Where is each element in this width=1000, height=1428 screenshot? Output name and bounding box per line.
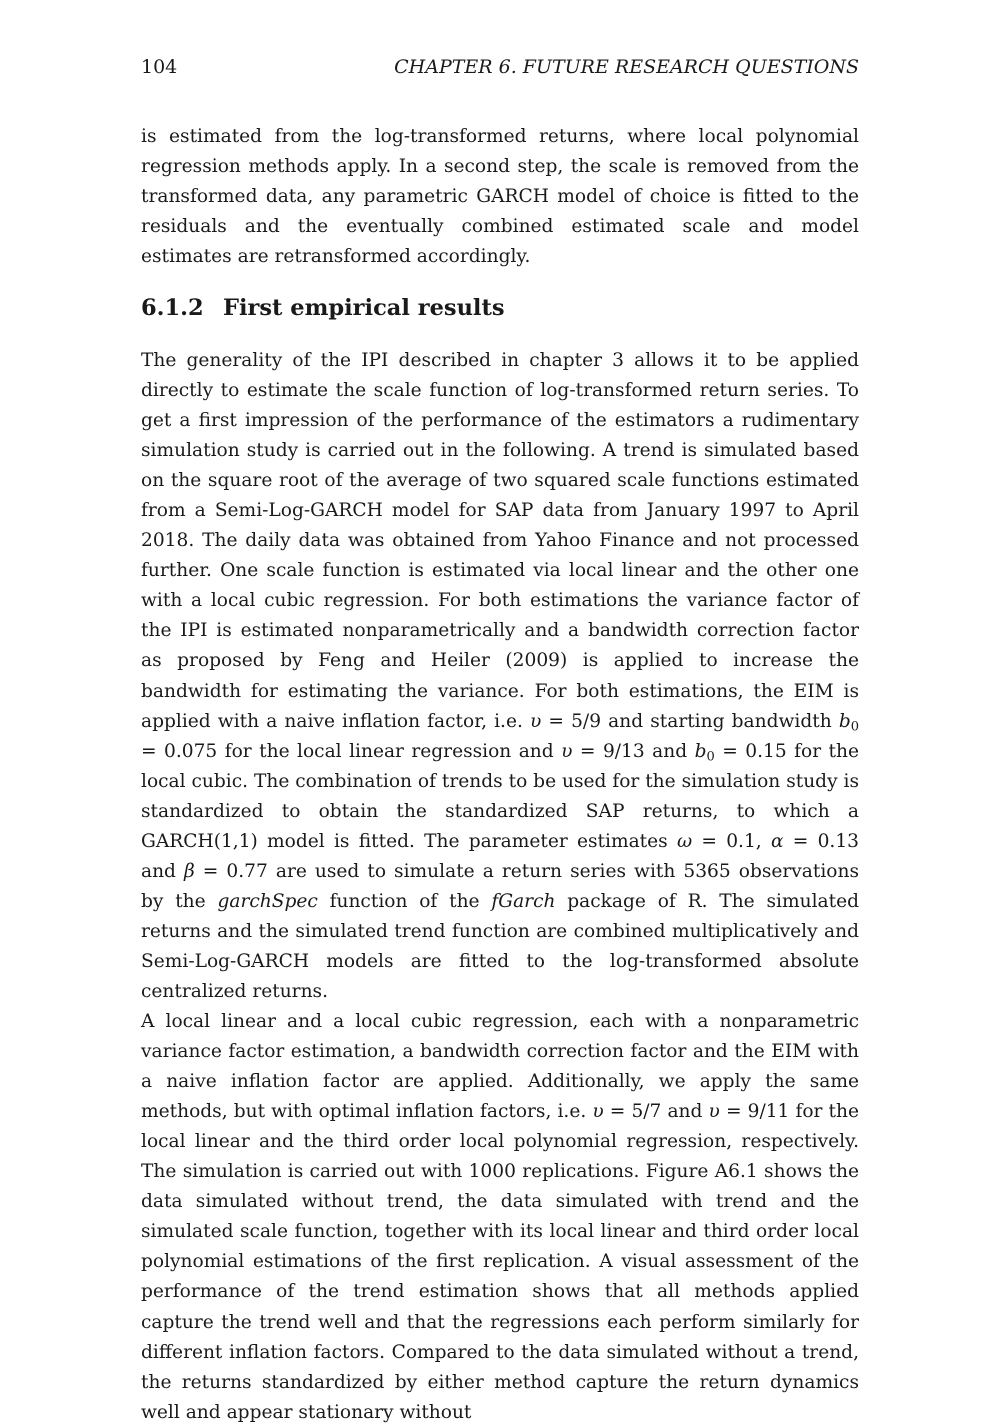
math-alpha: α bbox=[770, 830, 784, 852]
page-header bbox=[141, 56, 859, 82]
paragraph-2: A local linear and a local cubic regression, each with a nonparametric variance factor estimation, a bandwidth correction factor and the EIM with a naive inflation factor are applied. Additionally, we apply the same methods, but with optimal inflation factors, i.e. υ = 5/7 and υ = 9/11 for the local linear and the third order local polynomial regression, respectively. The simulation is carried out with 1000 replications. Figure A6.1 shows the data simulated without trend, the data simulated with trend and the simulated scale function, together with its local linear and third order local polynomial estimations of the first replication. A visual assessment of the performance of the trend estimation shows that all methods applied capture the trend well and that the regressions each perform similarly for different inflation factors. Compared to the data simulated without a trend, the returns standardized by either method capture the return dynamics well and appear stationary without bbox=[141, 1011, 859, 1423]
intro-paragraph: is estimated from the log-transformed returns, where local polynomial regression methods apply. In a second step, the scale is removed from the transformed data, any parametric GARCH model of choice is fitted to the residuals and the eventually combined estimated scale and model estimates are retransformed accordingly. bbox=[141, 126, 859, 268]
math-beta: β bbox=[184, 860, 195, 882]
math-upsilon: υ bbox=[529, 710, 542, 732]
package-name-fgarch: fGarch bbox=[491, 890, 556, 912]
math-omega: ω bbox=[676, 830, 693, 852]
page-number: 104 bbox=[141, 56, 178, 78]
math-b0: b bbox=[694, 740, 707, 762]
paragraph-1: The generality of the IPI described in chapter 3 allows it to be applied directly to estimate the scale function of log-transformed return series. To get a first impression of the performance of the estimators a rudimentary simulation study is carried out in the following. A trend is simulated based on the square root of the average of two squared scale functions estimated from a Semi-Log-GARCH model for SAP data from January 1997 to April 2018. The daily data was obtained from Yahoo Finance and not processed further. One scale function is estimated via local linear and the other one with a local cubic regression. For both estimations the variance factor of the IPI is estimated nonparametrically and a bandwidth correction factor as proposed by Feng and Heiler (2009) is applied to increase the bandwidth for estimating the variance. For both estimations, the EIM is applied with a naive inflation factor, i.e. υ = 5/9 and starting bandwidth $b_0 = 0.075$ for the local linear regression and υ = 9/13 and $b_0 = 0.15$ for the local cubic. The combination of trends to be used for the simulation study is standardized to obtain the standardized SAP returns, to which a GARCH(1,1) model is fitted. The parameter estimates ω = 0.1, α = 0.13 and β = 0.77 are used to simulate a return series with 5365 observations by the garchSpec function of the fGarch package of R. The simulated returns and the simulated trend function are combined multiplicatively and Semi-Log-GARCH models are fitted to the log-transformed absolute centralized returns. bbox=[141, 350, 860, 1002]
body-text bbox=[141, 346, 859, 1428]
section-title: First empirical results bbox=[223, 295, 505, 321]
section-number: 6.1.2 bbox=[141, 295, 204, 321]
math-upsilon: υ bbox=[708, 1101, 720, 1123]
math-upsilon: υ bbox=[592, 1101, 604, 1123]
function-name-garchspec: garchSpec bbox=[217, 890, 318, 912]
running-head: CHAPTER 6. FUTURE RESEARCH QUESTIONS bbox=[394, 56, 859, 78]
math-b0: b bbox=[838, 710, 851, 732]
section-heading bbox=[141, 295, 505, 321]
intro-paragraph-block bbox=[141, 122, 859, 272]
math-upsilon: υ bbox=[561, 740, 573, 762]
